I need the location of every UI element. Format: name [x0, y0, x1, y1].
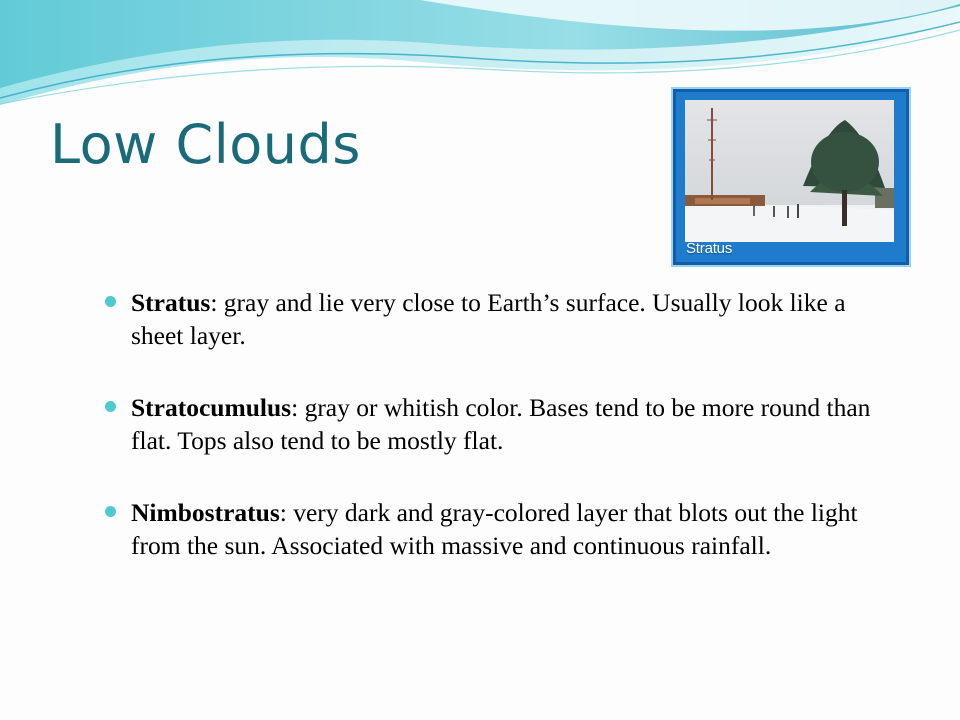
- stratus-photo: [685, 100, 894, 242]
- stratus-photo-frame: [673, 89, 909, 265]
- bullet-dot-icon: [105, 296, 116, 307]
- bullet-text: : gray or whitish color. Bases tend to be more round than flat. Tops also tend to be mostly flat.: [131, 393, 871, 455]
- bullet-text: : very dark and gray-colored layer that blots out the light from the sun. Associated with massive and continuous rainfall.: [131, 498, 858, 560]
- bullet-text: : gray and lie very close to Earth’s surface. Usually look like a sheet layer.: [131, 288, 846, 350]
- slide-title: Low Clouds: [50, 113, 361, 176]
- bullet-dot-icon: [105, 506, 116, 517]
- photo-caption: Stratus: [686, 240, 733, 257]
- bullet-stratocumulus: [105, 391, 885, 457]
- bullet-term: Nimbostratus: [131, 498, 280, 527]
- bullet-term: Stratocumulus: [131, 393, 292, 422]
- bullet-nimbostratus: [105, 496, 885, 562]
- bullet-stratus: [105, 286, 885, 352]
- bullet-list: [105, 286, 885, 601]
- bullet-dot-icon: [105, 401, 116, 412]
- bullet-term: Stratus: [131, 288, 211, 317]
